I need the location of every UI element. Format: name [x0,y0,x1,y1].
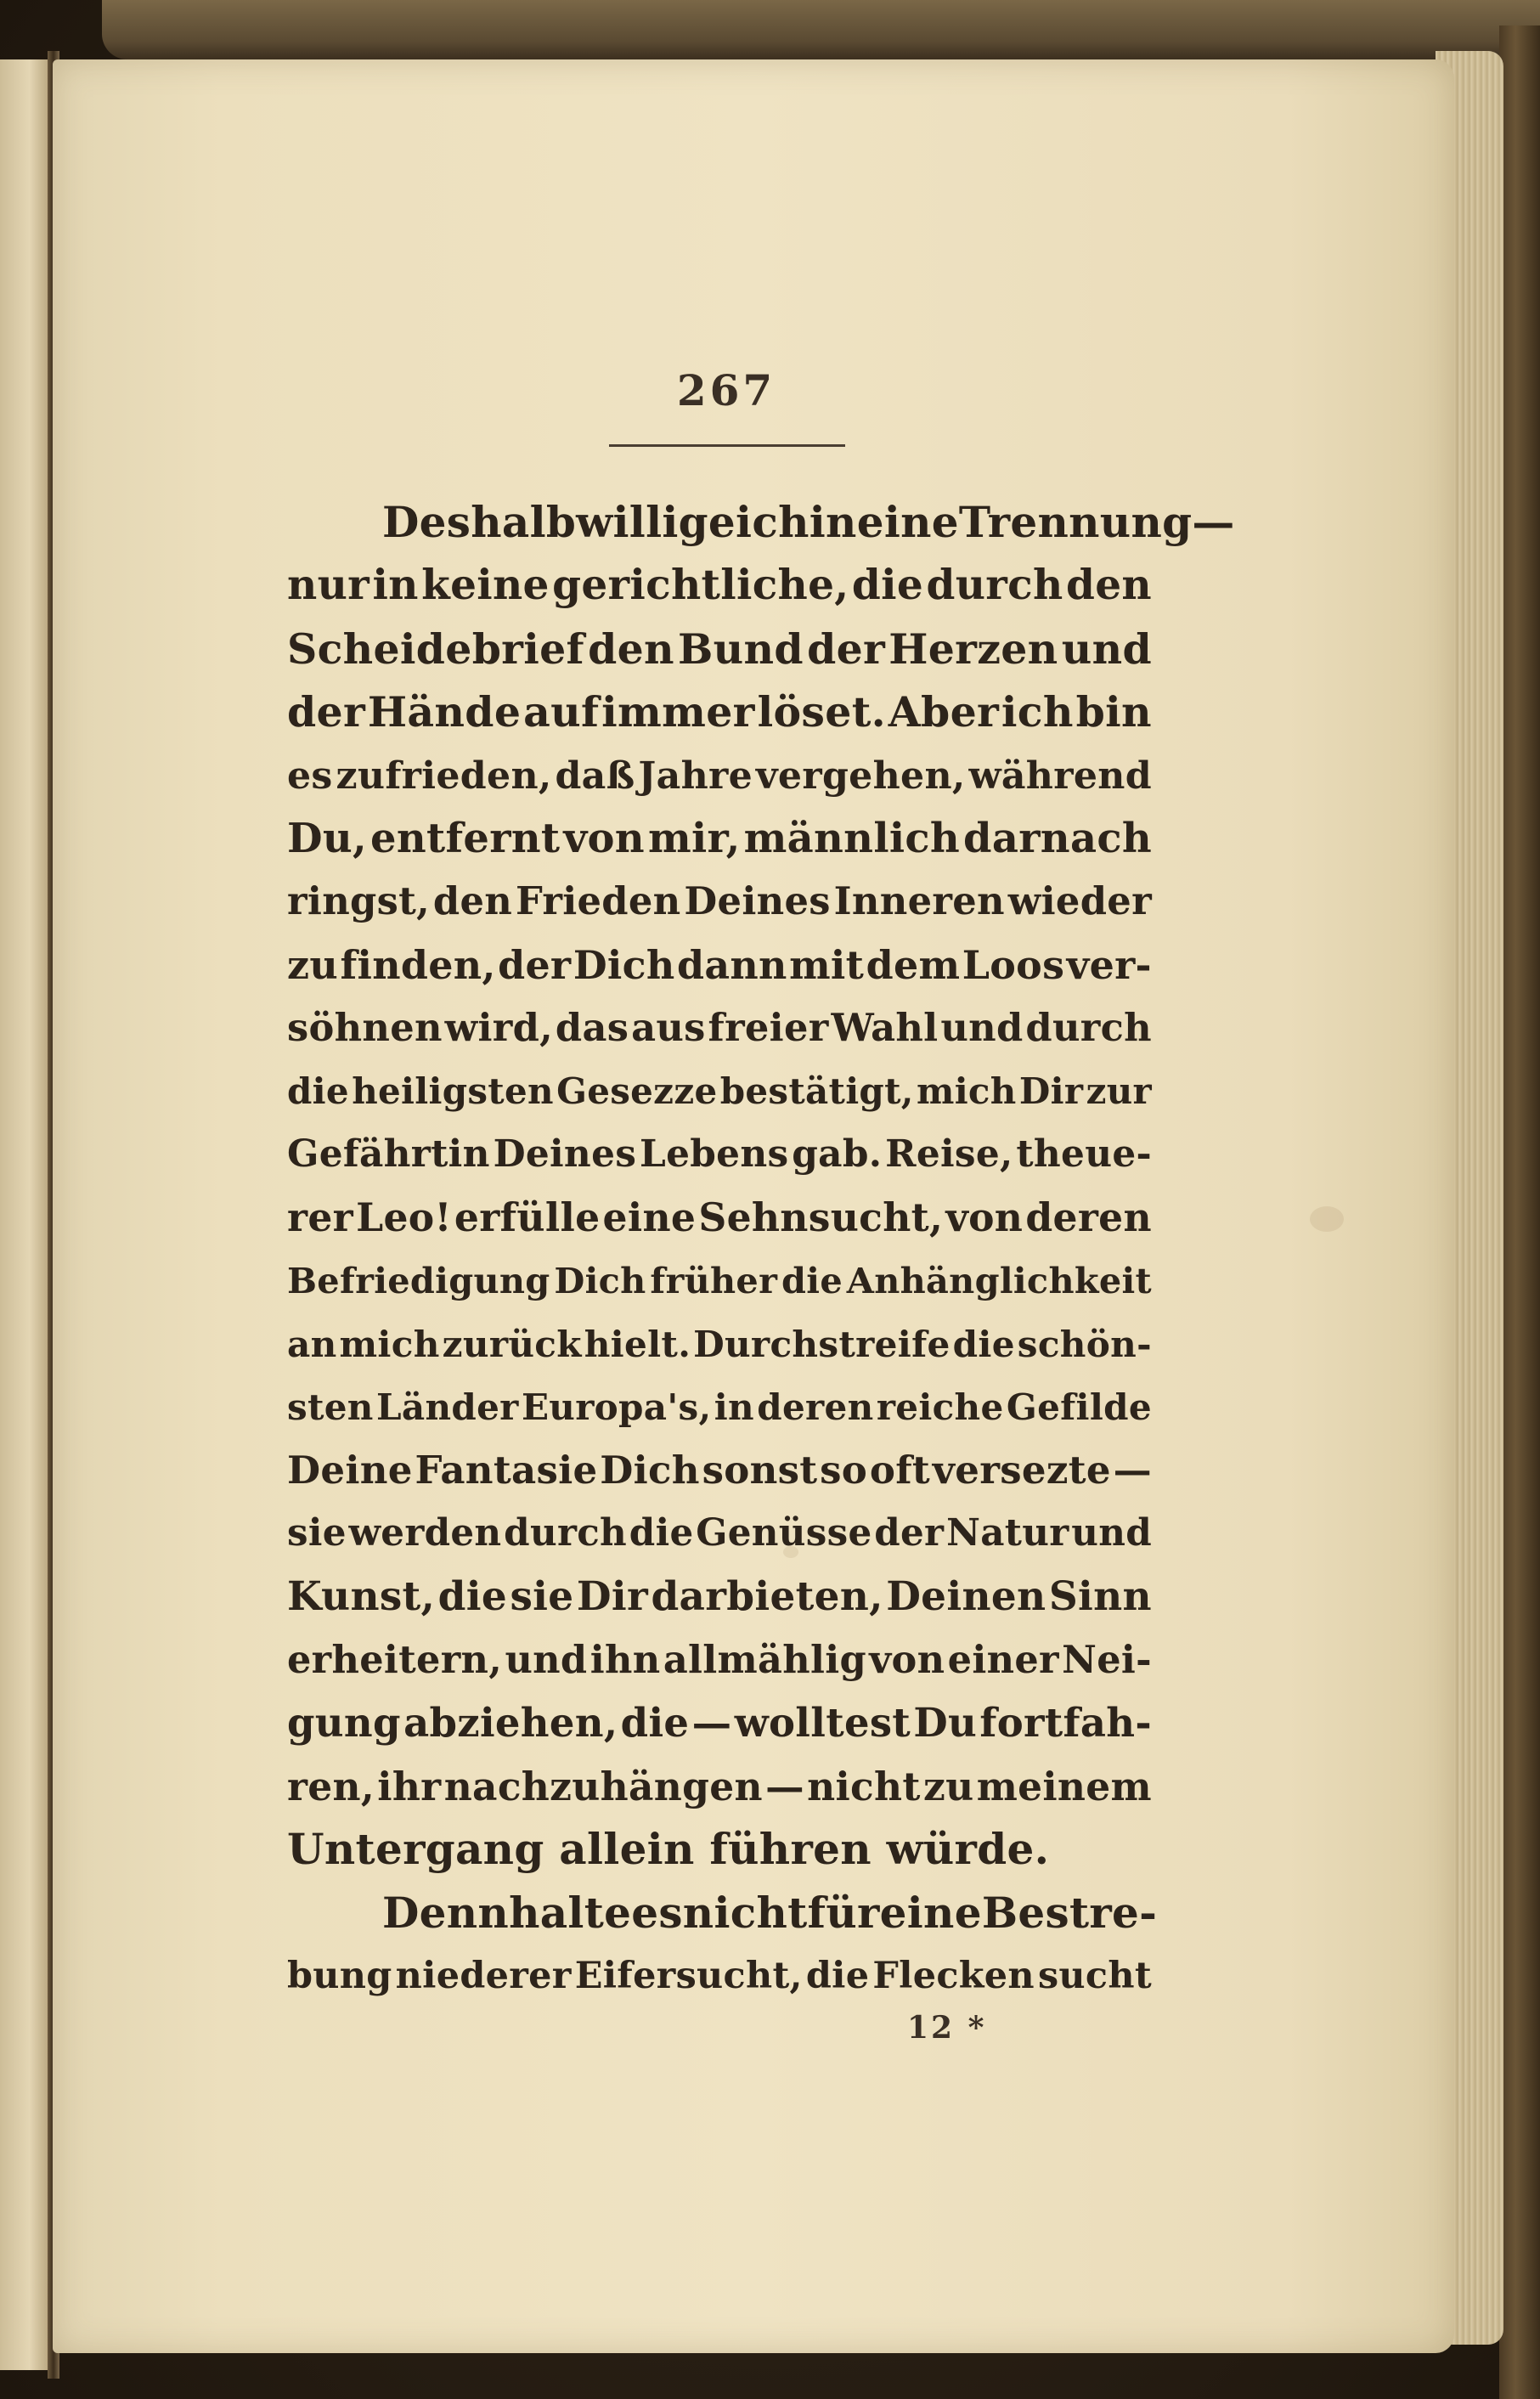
word: nicht [807,1763,921,1809]
word: Trennung [958,497,1193,547]
word: die [620,1699,690,1747]
word: und [1071,1511,1152,1555]
word: von [563,814,645,862]
text-line [287,1691,1152,1754]
word: Genüsse [696,1511,872,1555]
word: ich [736,497,809,547]
word: mich [339,1323,440,1366]
word: Wahl [831,1005,939,1051]
word: Dir [576,1572,648,1620]
text-line [287,996,1152,1059]
word: das [555,1005,629,1051]
page-number: 267 [676,365,776,415]
word: deren [1025,1194,1152,1241]
word: Gefährtin [287,1132,490,1176]
word: sonst [702,1447,818,1493]
word: Loos [962,941,1065,988]
word: mich [916,1070,1017,1112]
text-line [287,1375,1152,1438]
word: allmählig [663,1637,866,1683]
word: Flecken [872,1954,1035,1997]
word: bin [1075,687,1152,737]
word: — [1192,497,1235,547]
word: Frieden [516,878,681,924]
word: zu [287,941,339,988]
text-line [287,1755,1152,1818]
text-line [287,491,1235,554]
word: Nei- [1062,1637,1152,1683]
word: Dich [554,1259,646,1301]
text-line [287,807,1152,870]
word: werden [348,1511,502,1555]
word: dem [866,941,961,988]
word: bung [287,1954,392,1997]
word: finden, [340,941,496,988]
word: entfernt [370,814,561,862]
word: eine [856,497,959,547]
header-rule [609,444,845,447]
word: Gefilde [1006,1386,1152,1429]
word: auf [523,687,600,737]
word: und [940,1005,1024,1051]
word: ich [1001,687,1074,737]
word: daß [555,753,635,798]
book-page [53,59,1454,2353]
word: Natur [946,1511,1069,1555]
word: theue- [1016,1132,1152,1176]
word: Dich [600,1447,700,1493]
word: hielt. [584,1323,691,1366]
word: Sehnsucht, [698,1194,944,1241]
text-block [287,491,1235,2007]
word: fortfah- [979,1699,1152,1747]
word: Deine [287,1447,413,1493]
word: so [820,1447,868,1493]
word: erfülle [454,1194,601,1241]
word: wieder [1007,878,1152,924]
text-line [287,680,1152,743]
word: Deinen [886,1572,1046,1620]
word: von [869,1637,945,1683]
word: ren, [287,1763,375,1809]
text-line: Untergang allein führen würde. [287,1824,1050,1875]
word: schön- [1017,1323,1152,1366]
word: Aber [888,687,1000,737]
text-line [287,618,1152,680]
word: zu [922,1763,974,1809]
word: Deshalb [382,497,577,547]
word: erheitern, [287,1637,503,1683]
word: vergehen, [755,753,966,798]
word: zur [1086,1070,1152,1112]
word: sie [510,1572,574,1620]
word: die [952,1323,1015,1366]
text-line [287,1060,1152,1123]
word: während [968,753,1152,798]
word: oft [869,1447,931,1493]
word: wird, [444,1005,554,1051]
word: darbieten, [651,1572,883,1620]
word: Kunst, [287,1572,436,1620]
word: meinem [976,1763,1152,1809]
book-cover-top [102,0,1540,59]
word: halte [509,1887,632,1938]
book-cover-right [1499,25,1540,2399]
word: heiligsten [352,1070,554,1112]
paper-stain [1310,1206,1344,1232]
word: deren [757,1386,874,1429]
word: versezte [932,1447,1111,1493]
word: nicht [682,1887,808,1938]
word: Leo! [356,1194,452,1241]
word: Anhänglichkeit [846,1259,1152,1301]
word: es [287,753,333,798]
word: den [588,624,674,674]
word: zufrieden, [336,753,552,798]
text-line [287,870,1152,933]
word: früher [650,1259,778,1301]
word: löset. [757,687,886,737]
text-line [287,934,1152,996]
word: Scheidebrief [287,624,584,674]
word: Reise, [885,1132,1013,1176]
word: immer [601,687,755,737]
word: zurück [442,1323,582,1366]
text-line [287,1945,1152,2007]
word: Du [913,1699,978,1747]
word: Bestre- [981,1887,1158,1938]
word: Herzen [888,624,1058,674]
word: gung [287,1699,401,1747]
word: aus [631,1005,706,1051]
word: Du, [287,814,368,862]
word: der [287,687,366,737]
word: Dir [1018,1070,1084,1112]
word: in [809,497,857,547]
word: den [432,878,513,924]
word: nur [287,561,370,610]
word: Befriedigung [287,1259,550,1301]
word: Inneren [833,878,1005,924]
word: den [1065,561,1152,610]
word: eine [602,1194,697,1241]
text-line [287,1882,1158,1945]
word: rer [287,1194,353,1241]
text-line [287,1186,1152,1249]
word: gerichtliche, [552,561,849,610]
word: durch [926,561,1063,610]
word: Europa's, [521,1386,712,1429]
word: söhnen [287,1005,443,1051]
word: männlich [743,814,961,862]
word: sten [287,1386,374,1429]
text-line [287,1439,1152,1502]
word: die [805,1954,870,1997]
text-line [287,1566,1152,1628]
text-line [287,744,1152,807]
word: die [851,561,924,610]
word: für [807,1887,880,1938]
word: die [287,1070,349,1112]
word: Länder [376,1386,519,1429]
word: reiche [876,1386,1004,1429]
word: die [437,1572,507,1620]
word: — [691,1699,732,1747]
word: Lebens [640,1132,789,1176]
word: nachzuhängen [443,1763,763,1809]
word: Deines [684,878,831,924]
word: mit [789,941,865,988]
word: Fantasie [415,1447,598,1493]
word: von [945,1194,1024,1241]
word: Jahre [638,753,753,798]
word: die [781,1259,843,1301]
word: einer [947,1637,1059,1683]
word: mir, [647,814,741,862]
word: sie [287,1511,347,1555]
word: ihn [589,1637,661,1683]
word: wolltest [734,1699,911,1747]
word: Eifersucht, [574,1954,803,1997]
word: dann [676,941,787,988]
word: in [714,1386,754,1429]
word: der [807,624,886,674]
word: die [629,1511,694,1555]
text-line [287,554,1152,617]
text-line [287,1123,1152,1186]
text-line [287,1628,1152,1691]
text-line [287,1502,1152,1565]
word: ihr [377,1763,442,1809]
word: niederer [395,1954,572,1997]
word: Hände [367,687,522,737]
word: Durchstreife [693,1323,951,1366]
word: es [631,1887,683,1938]
word: ver- [1066,941,1152,988]
word: — [765,1763,804,1809]
word: darnach [963,814,1152,862]
word: der [874,1511,945,1555]
word: und [1061,624,1152,674]
word: — [1113,1447,1152,1493]
word: durch [1025,1005,1152,1051]
word: gab. [792,1132,883,1176]
facing-page-edge [0,59,49,2370]
word: Denn [382,1887,510,1938]
word: keine [421,561,550,610]
word: an [287,1323,337,1366]
text-line [287,1312,1152,1375]
word: Sinn [1048,1572,1152,1620]
word: sucht [1037,1954,1152,1997]
word: durch [504,1511,628,1555]
word: bestätigt, [719,1070,914,1112]
word: der [498,941,572,988]
text-line [287,1250,1152,1312]
word: willige [576,497,736,547]
word: Dich [573,941,675,988]
word: eine [879,1887,982,1938]
word: Deines [493,1132,637,1176]
word: und [505,1637,588,1683]
word: freier [708,1005,829,1051]
word: in [372,561,419,610]
word: Gesezze [556,1070,718,1112]
word: abziehen, [403,1699,618,1747]
signature-mark: 12 * [907,2010,987,2046]
word: Bund [678,624,804,674]
word: ringst, [287,878,431,924]
